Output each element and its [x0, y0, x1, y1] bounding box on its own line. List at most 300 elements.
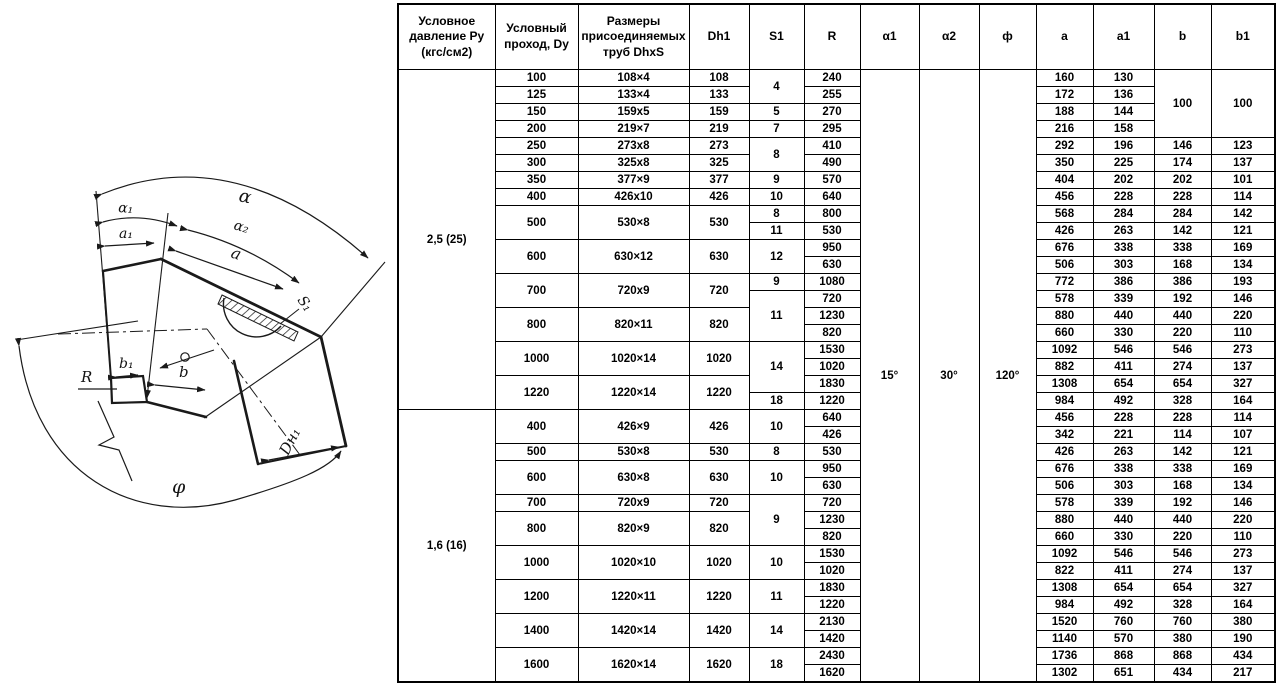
table-cell: 327 — [1211, 376, 1275, 393]
table-cell: 228 — [1093, 189, 1154, 206]
table-cell: 500 — [495, 206, 578, 240]
table-cell: 12 — [749, 240, 804, 274]
table-cell: 570 — [1093, 631, 1154, 648]
table-row — [398, 495, 1275, 512]
column-header-b: b — [1154, 4, 1211, 70]
table-cell: 9 — [749, 495, 804, 546]
table-cell: 506 — [1036, 257, 1093, 274]
table-cell: 10 — [749, 410, 804, 444]
table-cell: 492 — [1093, 393, 1154, 410]
table-cell: 325x8 — [578, 155, 689, 172]
table-cell: 654 — [1093, 376, 1154, 393]
table-cell: 284 — [1154, 206, 1211, 223]
table-cell: 630 — [804, 478, 860, 495]
table-cell: 338 — [1154, 240, 1211, 257]
table-cell: 1000 — [495, 546, 578, 580]
table-cell: 984 — [1036, 597, 1093, 614]
table-cell: 640 — [804, 410, 860, 427]
table-row — [398, 342, 1275, 359]
table-row — [398, 104, 1275, 121]
table-cell: 219 — [689, 121, 749, 138]
table-cell: 630×8 — [578, 461, 689, 495]
table-cell: 1420×14 — [578, 614, 689, 648]
table-cell: 220 — [1154, 325, 1211, 342]
table-cell: 651 — [1093, 665, 1154, 683]
table-cell: 2130 — [804, 614, 860, 631]
table-cell: 410 — [804, 138, 860, 155]
table-cell: 274 — [1154, 563, 1211, 580]
table-cell: 273x8 — [578, 138, 689, 155]
table-cell: 630×12 — [578, 240, 689, 274]
table-cell: 400 — [495, 189, 578, 206]
table-cell: 1308 — [1036, 580, 1093, 597]
table-cell: 434 — [1154, 665, 1211, 683]
table-cell: 820 — [689, 308, 749, 342]
table-cell: 1020 — [804, 359, 860, 376]
table-cell: 530 — [689, 206, 749, 240]
table-cell: 1830 — [804, 580, 860, 597]
table-cell: 200 — [495, 121, 578, 138]
table-cell: 228 — [1093, 410, 1154, 427]
column-header-pipe-size: Размеры присоединяемых труб DhxS — [578, 4, 689, 70]
table-cell: 273 — [689, 138, 749, 155]
table-cell: 100 — [1211, 70, 1275, 138]
table-cell: 255 — [804, 87, 860, 104]
table-cell: 273 — [1211, 546, 1275, 563]
table-cell: 292 — [1036, 138, 1093, 155]
table-cell: 578 — [1036, 291, 1093, 308]
table-cell: 142 — [1154, 223, 1211, 240]
table-cell: 350 — [1036, 155, 1093, 172]
table-cell: 174 — [1154, 155, 1211, 172]
table-cell: 7 — [749, 121, 804, 138]
table-cell: 568 — [1036, 206, 1093, 223]
table-cell: 168 — [1154, 478, 1211, 495]
table-cell: 660 — [1036, 529, 1093, 546]
table-cell: 303 — [1093, 257, 1154, 274]
table-cell: 2430 — [804, 648, 860, 665]
label-dn1: Dн₁ — [275, 424, 305, 458]
table-cell: 880 — [1036, 512, 1093, 529]
table-cell: 202 — [1154, 172, 1211, 189]
table-cell: 1400 — [495, 614, 578, 648]
table-cell: 404 — [1036, 172, 1093, 189]
table-cell: 400 — [495, 410, 578, 444]
table-cell: 327 — [1211, 580, 1275, 597]
table-cell: 220 — [1154, 529, 1211, 546]
table-row — [398, 512, 1275, 529]
table-cell: 168 — [1154, 257, 1211, 274]
table-cell: 219×7 — [578, 121, 689, 138]
table-cell: 492 — [1093, 597, 1154, 614]
table-row — [398, 376, 1275, 393]
table-cell: 720 — [689, 274, 749, 308]
table-cell: 146 — [1154, 138, 1211, 155]
table-cell: 11 — [749, 291, 804, 342]
table-cell: 530 — [804, 223, 860, 240]
table-cell: 8 — [749, 138, 804, 172]
table-cell: 1620 — [804, 665, 860, 683]
table-cell: 130 — [1093, 70, 1154, 87]
table-cell: 1092 — [1036, 342, 1093, 359]
table-cell: 411 — [1093, 359, 1154, 376]
table-cell: 800 — [495, 308, 578, 342]
table-cell: 506 — [1036, 478, 1093, 495]
table-cell: 1020×14 — [578, 342, 689, 376]
table-cell: 1230 — [804, 308, 860, 325]
pipe-bend-dimensions-table — [397, 3, 1276, 683]
table-cell: 15° — [860, 70, 919, 683]
table-cell: 188 — [1036, 104, 1093, 121]
table-cell: 114 — [1154, 427, 1211, 444]
label-alpha2: α₂ — [231, 217, 251, 238]
table-row — [398, 308, 1275, 325]
table-cell: 440 — [1093, 308, 1154, 325]
table-cell: 1736 — [1036, 648, 1093, 665]
dimension-lines — [105, 243, 339, 460]
table-cell: 2,5 (25) — [398, 70, 495, 410]
table-cell: 250 — [495, 138, 578, 155]
table-cell: 10 — [749, 461, 804, 495]
table-cell: 530 — [689, 444, 749, 461]
column-header-phi: ф — [979, 4, 1036, 70]
table-cell: 700 — [495, 495, 578, 512]
table-body — [398, 70, 1275, 683]
table-cell: 240 — [804, 70, 860, 87]
table-row — [398, 444, 1275, 461]
table-cell: 133 — [689, 87, 749, 104]
table-cell: 121 — [1211, 444, 1275, 461]
table-cell: 4 — [749, 70, 804, 104]
label-phi: φ — [172, 476, 186, 498]
table-cell: 325 — [689, 155, 749, 172]
table-cell: 108 — [689, 70, 749, 87]
label-b: b — [179, 363, 189, 381]
table-cell: 1020 — [689, 342, 749, 376]
table-cell: 134 — [1211, 257, 1275, 274]
table-cell: 760 — [1154, 614, 1211, 631]
table-cell: 676 — [1036, 461, 1093, 478]
table-cell: 18 — [749, 648, 804, 683]
table-cell: 600 — [495, 461, 578, 495]
table-cell: 11 — [749, 223, 804, 240]
table-cell: 123 — [1211, 138, 1275, 155]
table-cell: 100 — [1154, 70, 1211, 138]
table-cell: 1830 — [804, 376, 860, 393]
table-cell: 800 — [804, 206, 860, 223]
table-cell: 530×8 — [578, 206, 689, 240]
table-cell: 490 — [804, 155, 860, 172]
table-cell: 10 — [749, 189, 804, 206]
table-cell: 1220 — [689, 376, 749, 410]
table-cell: 8 — [749, 206, 804, 223]
table-cell: 426 — [804, 427, 860, 444]
table-cell: 570 — [804, 172, 860, 189]
table-cell: 172 — [1036, 87, 1093, 104]
table-cell: 150 — [495, 104, 578, 121]
table-cell: 720 — [804, 291, 860, 308]
table-cell: 295 — [804, 121, 860, 138]
table-cell: 434 — [1211, 648, 1275, 665]
table-cell: 654 — [1093, 580, 1154, 597]
table-cell: 868 — [1154, 648, 1211, 665]
table-row — [398, 546, 1275, 563]
table-cell: 411 — [1093, 563, 1154, 580]
table-cell: 546 — [1093, 342, 1154, 359]
table-cell: 190 — [1211, 631, 1275, 648]
dimension-arcs — [19, 177, 368, 507]
table-cell: 221 — [1093, 427, 1154, 444]
table-cell: 630 — [804, 257, 860, 274]
column-header-r: R — [804, 4, 860, 70]
table-row — [398, 648, 1275, 665]
table-row — [398, 580, 1275, 597]
table-cell: 1620 — [689, 648, 749, 683]
table-cell: 760 — [1093, 614, 1154, 631]
table-cell: 868 — [1093, 648, 1154, 665]
table-cell: 137 — [1211, 155, 1275, 172]
table-cell: 720x9 — [578, 274, 689, 308]
label-r: R — [81, 368, 93, 386]
table-cell: 1220 — [495, 376, 578, 410]
table-cell: 350 — [495, 172, 578, 189]
label-a1: a₁ — [119, 226, 133, 242]
table-cell: 144 — [1093, 104, 1154, 121]
table-cell: 330 — [1093, 325, 1154, 342]
table-cell: 640 — [804, 189, 860, 206]
table-cell: 120° — [979, 70, 1036, 683]
table-cell: 1092 — [1036, 546, 1093, 563]
table-cell: 630 — [689, 461, 749, 495]
table-cell: 14 — [749, 342, 804, 393]
table-cell: 1220×14 — [578, 376, 689, 410]
table-cell: 1020 — [689, 546, 749, 580]
table-cell: 820×9 — [578, 512, 689, 546]
table-row — [398, 87, 1275, 104]
table-cell: 386 — [1093, 274, 1154, 291]
table-cell: 630 — [689, 240, 749, 274]
table-cell: 1000 — [495, 342, 578, 376]
table-cell: 134 — [1211, 478, 1275, 495]
table-cell: 456 — [1036, 410, 1093, 427]
table-cell: 14 — [749, 614, 804, 648]
table-cell: 300 — [495, 155, 578, 172]
table-cell: 159 — [689, 104, 749, 121]
table-cell: 500 — [495, 444, 578, 461]
table-cell: 169 — [1211, 461, 1275, 478]
table-cell: 30° — [919, 70, 979, 683]
table-row — [398, 121, 1275, 138]
table-cell: 530 — [804, 444, 860, 461]
table-cell: 136 — [1093, 87, 1154, 104]
table-cell: 164 — [1211, 597, 1275, 614]
table-cell: 720x9 — [578, 495, 689, 512]
table-cell: 114 — [1211, 410, 1275, 427]
table-cell: 159x5 — [578, 104, 689, 121]
table-cell: 137 — [1211, 359, 1275, 376]
table-row — [398, 138, 1275, 155]
table-cell: 110 — [1211, 529, 1275, 546]
table-cell: 338 — [1093, 461, 1154, 478]
table-cell: 720 — [689, 495, 749, 512]
table-cell: 660 — [1036, 325, 1093, 342]
table-cell: 339 — [1093, 291, 1154, 308]
table-cell: 426 — [1036, 444, 1093, 461]
table-cell: 654 — [1154, 580, 1211, 597]
table-cell: 456 — [1036, 189, 1093, 206]
table-cell: 822 — [1036, 563, 1093, 580]
table-cell: 270 — [804, 104, 860, 121]
table-cell: 158 — [1093, 121, 1154, 138]
table-cell: 426 — [689, 410, 749, 444]
column-header-s1: S1 — [749, 4, 804, 70]
table-cell: 1230 — [804, 512, 860, 529]
table-cell: 546 — [1093, 546, 1154, 563]
table-cell: 328 — [1154, 597, 1211, 614]
table-cell: 1200 — [495, 580, 578, 614]
table-cell: 108×4 — [578, 70, 689, 87]
table-row — [398, 206, 1275, 223]
column-header-pressure: Условное давление Ру (кгс/см2) — [398, 4, 495, 70]
table-row — [398, 410, 1275, 427]
column-header-a1: a1 — [1093, 4, 1154, 70]
label-alpha1: α₁ — [117, 200, 134, 218]
table-cell: 820×11 — [578, 308, 689, 342]
table-cell: 386 — [1154, 274, 1211, 291]
table-cell: 107 — [1211, 427, 1275, 444]
table-cell: 700 — [495, 274, 578, 308]
table-cell: 720 — [804, 495, 860, 512]
bend-segments — [103, 259, 346, 464]
table-cell: 820 — [804, 529, 860, 546]
table-cell: 110 — [1211, 325, 1275, 342]
table-cell: 1020×10 — [578, 546, 689, 580]
table-cell: 800 — [495, 512, 578, 546]
table-row — [398, 461, 1275, 478]
table-cell: 600 — [495, 240, 578, 274]
table-cell: 950 — [804, 240, 860, 257]
table-cell: 142 — [1211, 206, 1275, 223]
table-cell: 426 — [1036, 223, 1093, 240]
table-cell: 772 — [1036, 274, 1093, 291]
table-cell: 1080 — [804, 274, 860, 291]
column-header-dh1: Dh1 — [689, 4, 749, 70]
column-header-alpha1: α1 — [860, 4, 919, 70]
table-cell: 18 — [749, 393, 804, 410]
table-cell: 1140 — [1036, 631, 1093, 648]
column-header-a: a — [1036, 4, 1093, 70]
table-cell: 146 — [1211, 495, 1275, 512]
table-cell: 100 — [495, 70, 578, 87]
table-cell: 426x10 — [578, 189, 689, 206]
table-cell: 377×9 — [578, 172, 689, 189]
table-cell: 8 — [749, 444, 804, 461]
table-cell: 339 — [1093, 495, 1154, 512]
table-cell: 1220×11 — [578, 580, 689, 614]
table-cell: 530×8 — [578, 444, 689, 461]
table-cell: 164 — [1211, 393, 1275, 410]
header-row — [398, 4, 1275, 70]
table-cell: 225 — [1093, 155, 1154, 172]
table-cell: 880 — [1036, 308, 1093, 325]
table-cell: 984 — [1036, 393, 1093, 410]
table-cell: 137 — [1211, 563, 1275, 580]
table-cell: 1530 — [804, 546, 860, 563]
table-header — [398, 4, 1275, 70]
table-cell: 192 — [1154, 291, 1211, 308]
table-cell: 142 — [1154, 444, 1211, 461]
table-row — [398, 172, 1275, 189]
table-cell: 820 — [804, 325, 860, 342]
table-cell: 121 — [1211, 223, 1275, 240]
construction-lines — [16, 191, 385, 418]
table-cell: 328 — [1154, 393, 1211, 410]
table-row — [398, 614, 1275, 631]
table-cell: 133×4 — [578, 87, 689, 104]
table-cell: 1220 — [804, 597, 860, 614]
table-cell: 1308 — [1036, 376, 1093, 393]
column-header-dy: Условный проход, Dy — [495, 4, 578, 70]
table-cell: 169 — [1211, 240, 1275, 257]
table-cell: 1,6 (16) — [398, 410, 495, 683]
table-cell: 342 — [1036, 427, 1093, 444]
table-cell: 1530 — [804, 342, 860, 359]
table-cell: 1220 — [804, 393, 860, 410]
table-cell: 9 — [749, 172, 804, 189]
table-cell: 196 — [1093, 138, 1154, 155]
table-cell: 9 — [749, 274, 804, 291]
table-cell: 440 — [1093, 512, 1154, 529]
table-cell: 338 — [1154, 461, 1211, 478]
table-cell: 303 — [1093, 478, 1154, 495]
table-cell: 160 — [1036, 70, 1093, 87]
table-cell: 377 — [689, 172, 749, 189]
column-header-b1: b1 — [1211, 4, 1275, 70]
table-row — [398, 70, 1275, 87]
table-cell: 263 — [1093, 223, 1154, 240]
table-cell: 5 — [749, 104, 804, 121]
table-cell: 676 — [1036, 240, 1093, 257]
table-cell: 546 — [1154, 342, 1211, 359]
table-cell: 426×9 — [578, 410, 689, 444]
table-cell: 1420 — [804, 631, 860, 648]
table-cell: 273 — [1211, 342, 1275, 359]
table-cell: 426 — [689, 189, 749, 206]
table-cell: 220 — [1211, 512, 1275, 529]
table-cell: 578 — [1036, 495, 1093, 512]
table-cell: 216 — [1036, 121, 1093, 138]
table-cell: 1520 — [1036, 614, 1093, 631]
table-cell: 217 — [1211, 665, 1275, 683]
table-row — [398, 274, 1275, 291]
table-cell: 1620×14 — [578, 648, 689, 683]
table-cell: 10 — [749, 546, 804, 580]
table-cell: 202 — [1093, 172, 1154, 189]
table-cell: 125 — [495, 87, 578, 104]
table-cell: 228 — [1154, 189, 1211, 206]
label-s1: S₁ — [293, 293, 316, 315]
table-cell: 1420 — [689, 614, 749, 648]
table-cell: 274 — [1154, 359, 1211, 376]
table-cell: 654 — [1154, 376, 1211, 393]
table-cell: 1600 — [495, 648, 578, 683]
table-cell: 11 — [749, 580, 804, 614]
table-cell: 546 — [1154, 546, 1211, 563]
label-a: a — [228, 242, 244, 264]
table-cell: 440 — [1154, 308, 1211, 325]
table-cell: 192 — [1154, 495, 1211, 512]
table-cell: 1220 — [689, 580, 749, 614]
